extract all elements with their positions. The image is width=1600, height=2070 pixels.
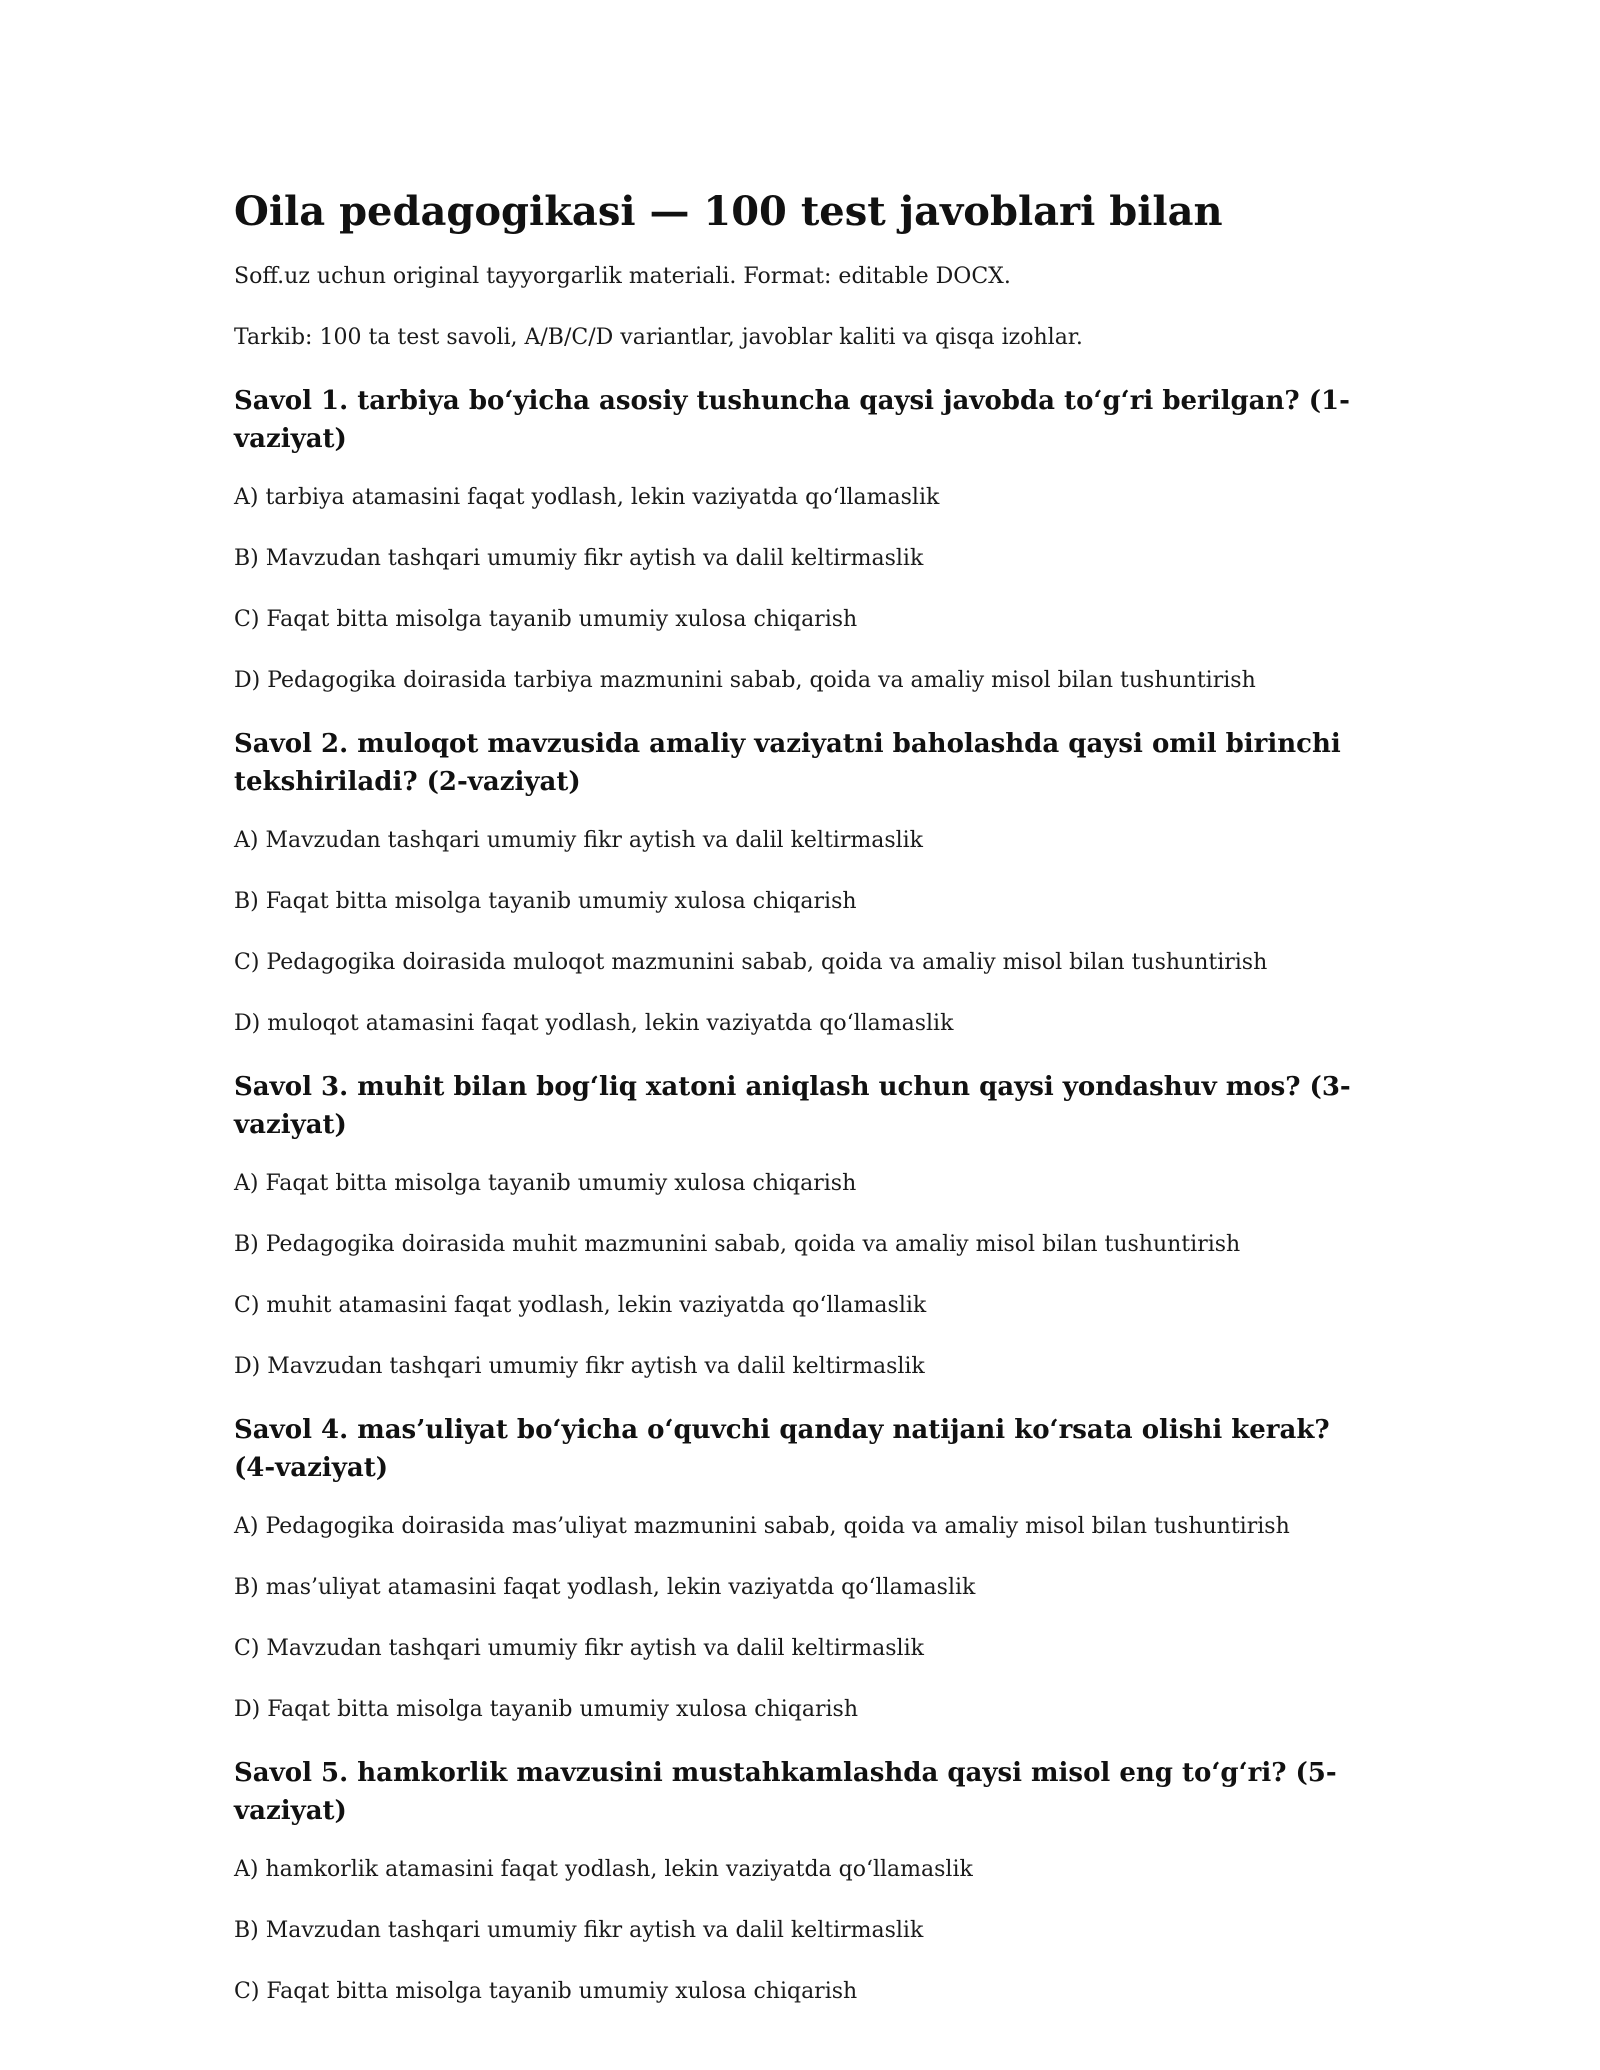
document-title: Oila pedagogikasi — 100 test javoblari bilan bbox=[234, 188, 1223, 235]
answer-option: C) Pedagogika doirasida muloqot mazmunini sabab, qoida va amaliy misol bilan tushuntirish bbox=[234, 950, 1268, 975]
question-block bbox=[234, 1754, 1366, 2009]
answer-option: C) Faqat bitta misolga tayanib umumiy xulosa chiqarish bbox=[234, 1979, 858, 2004]
answer-option: A) hamkorlik atamasini faqat yodlash, lekin vaziyatda qo‘llamaslik bbox=[234, 1857, 973, 1882]
answer-option: D) muloqot atamasini faqat yodlash, lekin vaziyatda qo‘llamaslik bbox=[234, 1011, 954, 1036]
question-block bbox=[234, 1068, 1366, 1384]
answer-option: A) tarbiya atamasini faqat yodlash, lekin vaziyatda qo‘llamaslik bbox=[234, 485, 940, 510]
answer-option: D) Mavzudan tashqari umumiy fikr aytish va dalil keltirmaslik bbox=[234, 1354, 925, 1379]
answer-option: D) Pedagogika doirasida tarbiya mazmunini sabab, qoida va amaliy misol bilan tushuntirish bbox=[234, 668, 1256, 693]
answer-option: B) Pedagogika doirasida muhit mazmunini sabab, qoida va amaliy misol bilan tushuntirish bbox=[234, 1232, 1241, 1257]
answer-option: A) Pedagogika doirasida mas’uliyat mazmunini sabab, qoida va amaliy misol bilan tushuntirish bbox=[234, 1514, 1290, 1539]
answer-option: B) Mavzudan tashqari umumiy fikr aytish va dalil keltirmaslik bbox=[234, 546, 924, 571]
answer-option: C) muhit atamasini faqat yodlash, lekin vaziyatda qo‘llamaslik bbox=[234, 1293, 927, 1318]
document-page bbox=[234, 186, 1366, 2036]
question-block bbox=[234, 725, 1366, 1041]
answer-option: C) Faqat bitta misolga tayanib umumiy xulosa chiqarish bbox=[234, 607, 858, 632]
question-title: Savol 4. mas’uliyat bo‘yicha o‘quvchi qanday natijani ko‘rsata olishi kerak? (4-vaziyat) bbox=[234, 1415, 1330, 1483]
answer-option: A) Faqat bitta misolga tayanib umumiy xulosa chiqarish bbox=[234, 1171, 857, 1196]
answer-option: A) Mavzudan tashqari umumiy fikr aytish va dalil keltirmaslik bbox=[234, 828, 924, 853]
answer-option: C) Mavzudan tashqari umumiy fikr aytish va dalil keltirmaslik bbox=[234, 1636, 924, 1661]
answer-option: D) Faqat bitta misolga tayanib umumiy xulosa chiqarish bbox=[234, 1697, 859, 1722]
answer-option: B) Faqat bitta misolga tayanib umumiy xulosa chiqarish bbox=[234, 889, 857, 914]
question-title: Savol 1. tarbiya bo‘yicha asosiy tushuncha qaysi javobda to‘g‘ri berilgan? (1-vaziyat) bbox=[234, 386, 1350, 454]
intro-paragraph: Tarkib: 100 ta test savoli, A/B/C/D variantlar, javoblar kaliti va qisqa izohlar. bbox=[234, 325, 1083, 350]
question-block bbox=[234, 382, 1366, 698]
question-block bbox=[234, 1411, 1366, 1727]
answer-option: B) mas’uliyat atamasini faqat yodlash, lekin vaziyatda qo‘llamaslik bbox=[234, 1575, 976, 1600]
question-title: Savol 2. muloqot mavzusida amaliy vaziyatni baholashda qaysi omil birinchi tekshiriladi? (2-vaziyat) bbox=[234, 729, 1341, 797]
question-title: Savol 5. hamkorlik mavzusini mustahkamlashda qaysi misol eng to‘g‘ri? (5-vaziyat) bbox=[234, 1758, 1337, 1826]
intro-paragraph: Soff.uz uchun original tayyorgarlik materiali. Format: editable DOCX. bbox=[234, 264, 1011, 289]
question-title: Savol 3. muhit bilan bog‘liq xatoni aniqlash uchun qaysi yondashuv mos? (3-vaziyat) bbox=[234, 1072, 1351, 1140]
answer-option: B) Mavzudan tashqari umumiy fikr aytish va dalil keltirmaslik bbox=[234, 1918, 924, 1943]
